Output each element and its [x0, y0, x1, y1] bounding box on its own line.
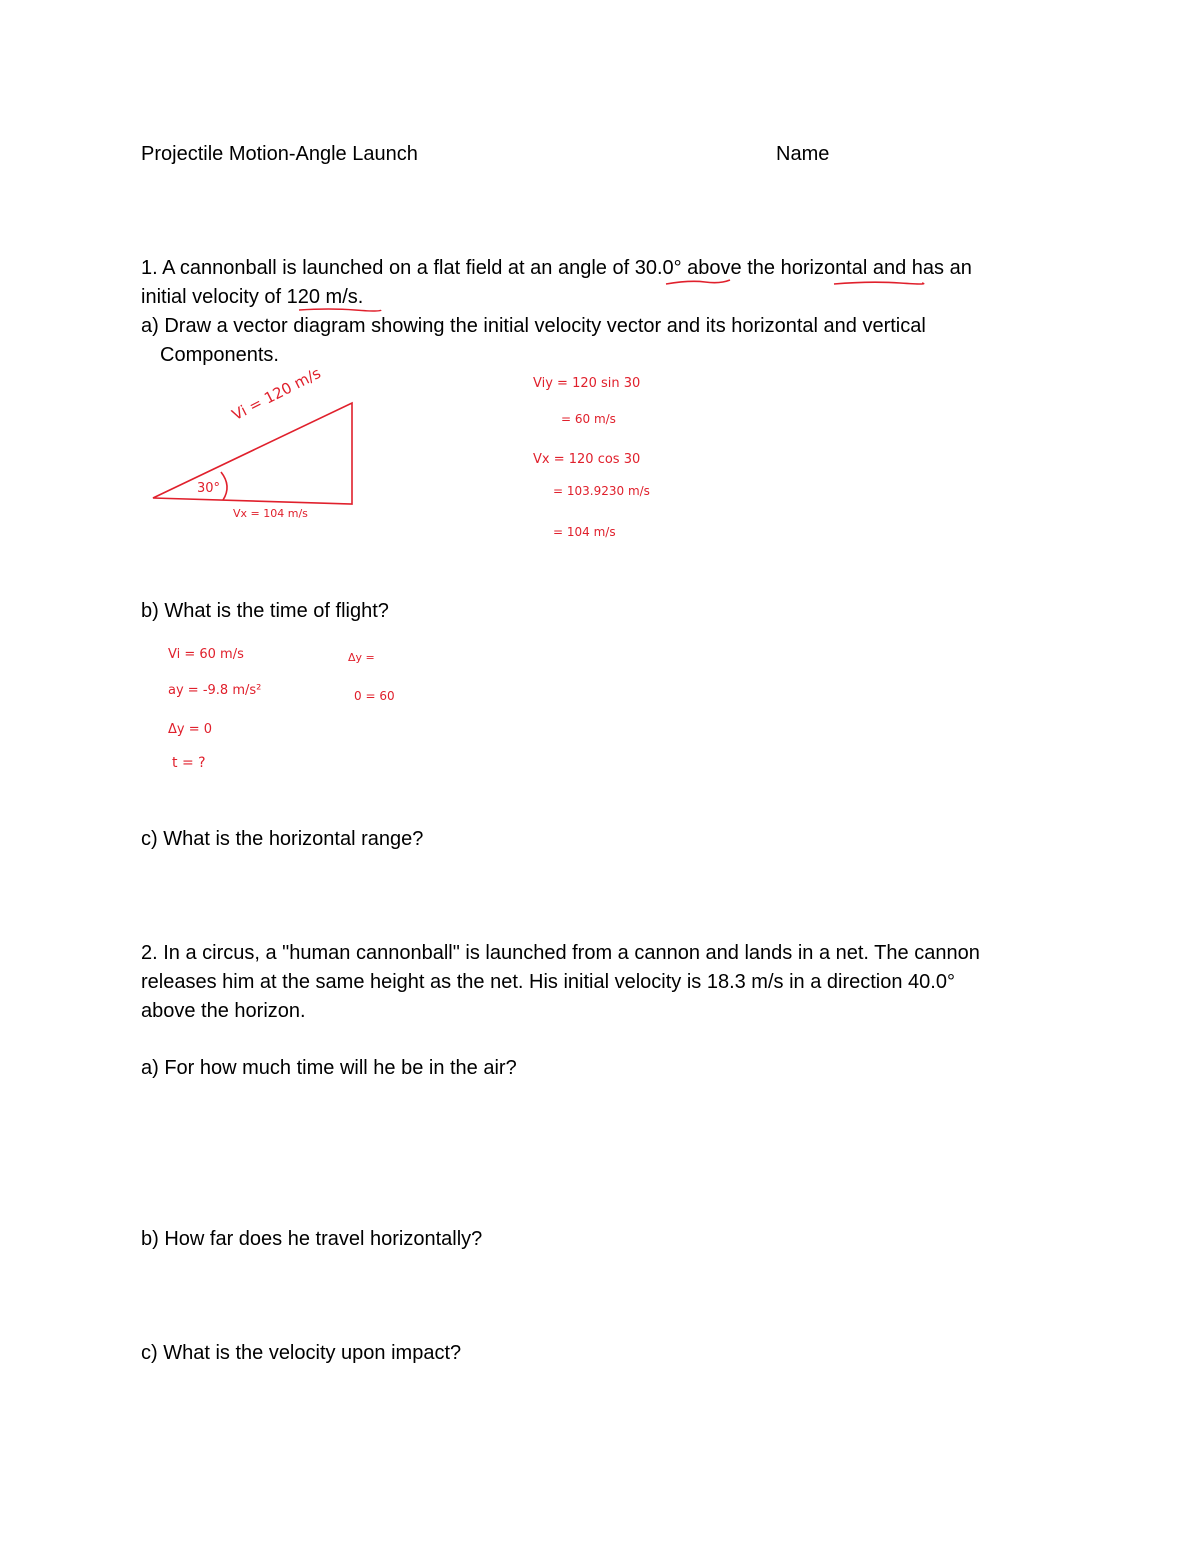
work-b-t: t = ? [172, 755, 206, 771]
underline-angle [666, 280, 730, 284]
diagram-angle-label: 30° [197, 481, 221, 496]
q1-stem-line2: initial velocity of 120 m/s. [141, 286, 364, 308]
q1-part-c: c) What is the horizontal range? [141, 828, 424, 850]
name-label: Name [776, 143, 830, 165]
work-a-viy-result: = 60 m/s [561, 412, 616, 426]
work-b-dy: Δy = 0 [168, 722, 213, 737]
q1-stem-line1: 1. A cannonball is launched on a flat field at an angle of 30.0° above the horizontal and has an [141, 257, 972, 279]
underline-horizontal [834, 282, 924, 284]
work-b-dy2: Δy = [348, 651, 375, 664]
work-b-ay: ay = -9.8 m/s² [168, 683, 262, 698]
q2-part-a: a) For how much time will he be in the air? [141, 1057, 517, 1079]
angle-arc [221, 472, 227, 500]
work-a-vx-result: = 103.9230 m/s [553, 484, 650, 498]
page-title: Projectile Motion-Angle Launch [141, 143, 418, 165]
q2-part-c: c) What is the velocity upon impact? [141, 1342, 462, 1364]
work-a-viy: Viy = 120 sin 30 [533, 376, 641, 391]
underline-velocity [299, 309, 381, 311]
work-a-vx: Vx = 120 cos 30 [533, 452, 641, 467]
diagram-base-label: Vx = 104 m/s [233, 507, 308, 520]
work-b-zero: 0 = 60 [354, 689, 395, 703]
work-a-vx-round: = 104 m/s [553, 525, 616, 539]
q1-part-b: b) What is the time of flight? [141, 600, 389, 622]
q2-part-b: b) How far does he travel horizontally? [141, 1228, 483, 1250]
q2-stem-line1: 2. In a circus, a "human cannonball" is launched from a cannon and lands in a net. The cannon [141, 942, 980, 964]
diagram-hypotenuse-label: Vi = 120 m/s [229, 363, 324, 425]
q1-part-a-line2: Components. [160, 344, 279, 366]
q1-part-a-line1: a) Draw a vector diagram showing the initial velocity vector and its horizontal and vertical [141, 315, 926, 337]
vector-triangle [153, 403, 352, 504]
q2-stem-line3: above the horizon. [141, 1000, 306, 1022]
q2-stem-line2: releases him at the same height as the net. His initial velocity is 18.3 m/s in a direction 40.0° [141, 971, 955, 993]
work-b-vi: Vi = 60 m/s [168, 647, 244, 662]
